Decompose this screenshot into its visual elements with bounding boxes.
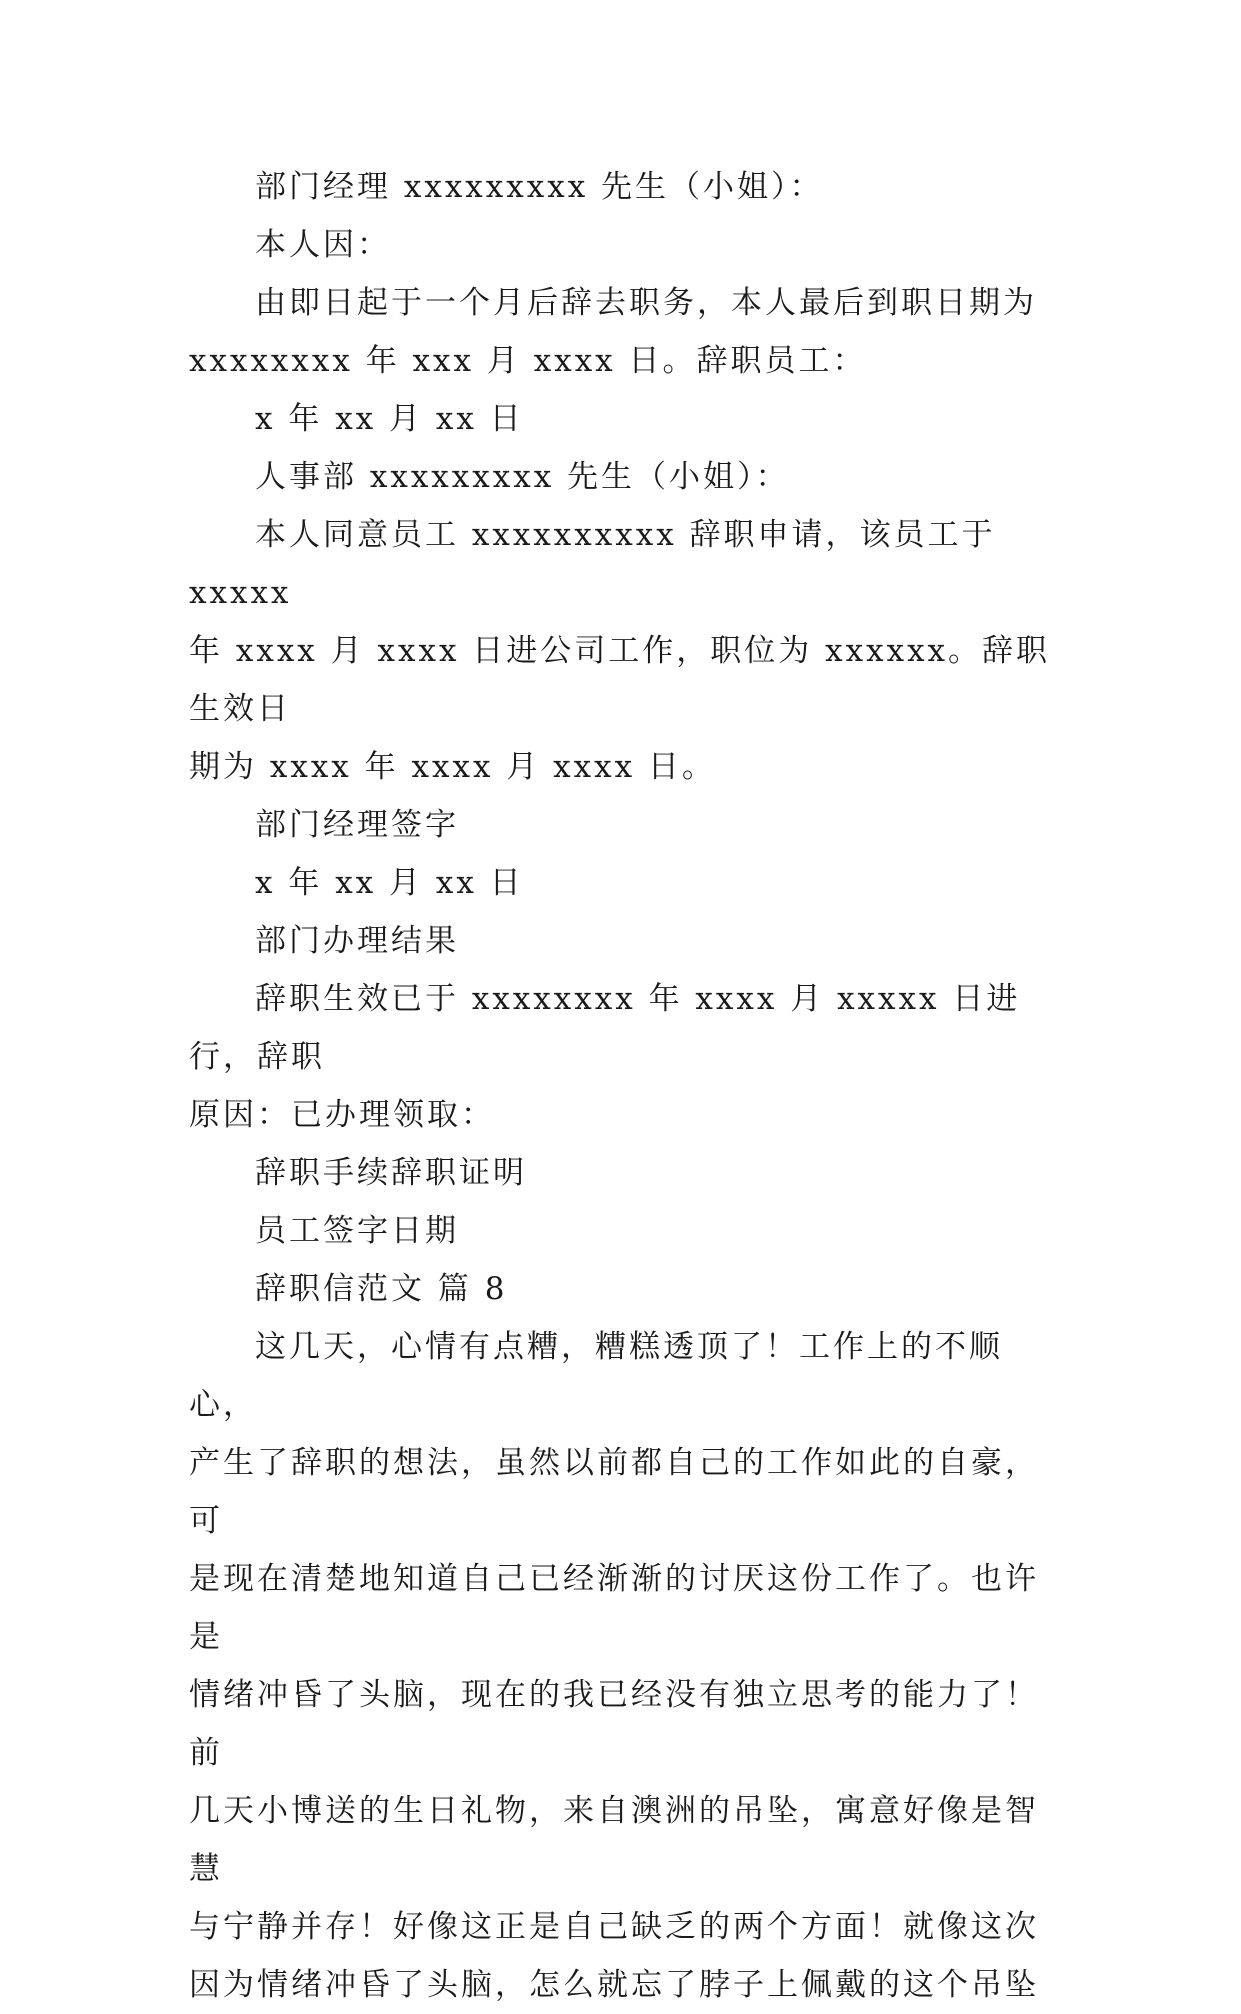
document-body xyxy=(189,158,1059,2014)
approval-statement-cont-2: 期为 xxxx 年 xxxx 月 xxxx 日。 xyxy=(189,749,716,785)
essay-paragraph-line-1: 这几天，心情有点糟，糟糕透顶了！工作上的不顺心， xyxy=(189,1329,1003,1423)
effective-statement-cont: 原因：已办理领取： xyxy=(189,1097,495,1133)
essay-paragraph-line-6: 与宁静并存！好像这正是自己缺乏的两个方面！就像这次 xyxy=(189,1909,1039,1945)
dept-result-heading: 部门办理结果 xyxy=(255,923,459,959)
essay-paragraph-line-2: 产生了辞职的想法，虽然以前都自己的工作如此的自豪，可 xyxy=(189,1445,1039,1539)
effective-statement: 辞职生效已于 xxxxxxxx 年 xxxx 月 xxxxx 日进行，辞职 xyxy=(189,981,1021,1075)
approval-statement-cont-1: 年 xxxx 月 xxxx 日进公司工作，职位为 xxxxxx。辞职生效日 xyxy=(189,633,1051,727)
essay-paragraph-line-4: 情绪冲昏了头脑，现在的我已经没有独立思考的能力了！前 xyxy=(189,1677,1039,1771)
date-line-2: x 年 xx 月 xx 日 xyxy=(255,865,524,901)
reason-line: 本人因： xyxy=(255,227,391,263)
essay-paragraph-line-7: 因为情绪冲昏了头脑，怎么就忘了脖子上佩戴的这个吊坠 xyxy=(189,1967,1039,2003)
approval-statement: 本人同意员工 xxxxxxxxxx 辞职申请，该员工于 xxxxx xyxy=(189,517,1009,611)
section-heading: 辞职信范文 篇 8 xyxy=(255,1271,508,1307)
manager-signature-label: 部门经理签字 xyxy=(255,807,459,843)
resignation-statement: 由即日起于一个月后辞去职务，本人最后到职日期为 xyxy=(255,285,1037,321)
employee-signature-date-line: 员工签字日期 xyxy=(255,1213,459,1249)
salutation-dept-manager: 部门经理 xxxxxxxxx 先生（小姐）： xyxy=(255,169,824,205)
salutation-hr: 人事部 xxxxxxxxx 先生（小姐）： xyxy=(255,459,790,495)
procedure-certificate-line: 辞职手续辞职证明 xyxy=(255,1155,527,1191)
date-line-1: x 年 xx 月 xx 日 xyxy=(255,401,524,437)
essay-paragraph-line-5: 几天小博送的生日礼物，来自澳洲的吊坠，寓意好像是智慧 xyxy=(189,1793,1039,1887)
last-day-line: xxxxxxxx 年 xxx 月 xxxx 日。辞职员工： xyxy=(189,343,867,379)
essay-paragraph-line-3: 是现在清楚地知道自己已经渐渐的讨厌这份工作了。也许是 xyxy=(189,1561,1039,1655)
